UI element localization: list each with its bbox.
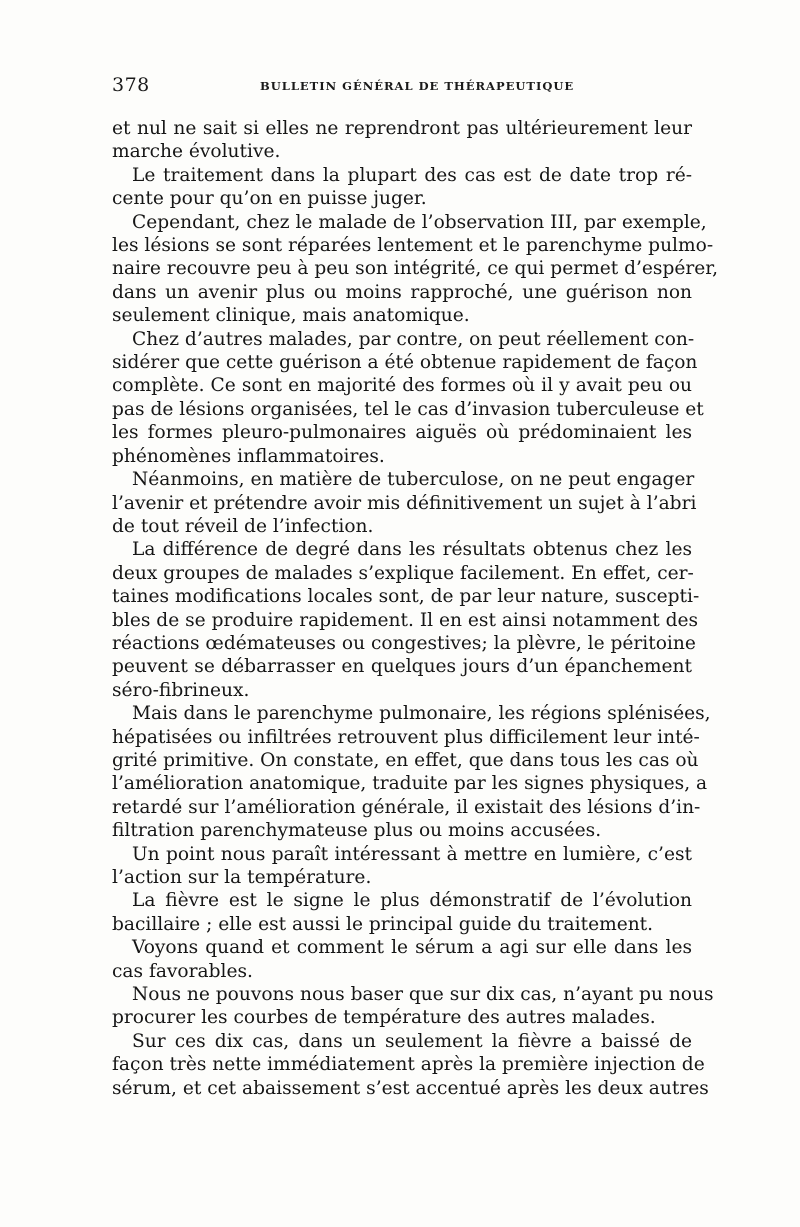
text-line: phénomènes inflammatoires. <box>112 445 385 467</box>
text-line: sérum, et cet abaissement s’est accentué après les deux autres <box>112 1077 709 1099</box>
text-line: Cependant, chez le malade de l’observation III, par exemple, <box>132 211 707 233</box>
text-line: les formes pleuro-pulmonaires aiguës où prédominaient les <box>112 422 692 444</box>
text-line: La fièvre est le signe le plus démonstratif de l’évolution <box>132 890 692 912</box>
text-line: Mais dans le parenchyme pulmonaire, les régions splénisées, <box>132 703 711 725</box>
text-line: complète. Ce sont en majorité des formes où il y avait peu ou <box>112 375 692 397</box>
text-line: grité primitive. On constate, en effet, que dans tous les cas où <box>112 749 699 771</box>
text-line: pas de lésions organisées, tel le cas d’invasion tuberculeuse et <box>112 398 704 420</box>
text-line: cas favorables. <box>112 960 253 982</box>
paragraph <box>112 211 719 328</box>
body-text <box>112 117 719 1100</box>
text-line: bacillaire ; elle est aussi le principal guide du traitement. <box>112 913 654 935</box>
text-line: l’avenir et prétendre avoir mis définitivement un sujet à l’abri <box>112 492 697 514</box>
text-line: seulement clinique, mais anatomique. <box>112 305 470 327</box>
text-line: filtration parenchymateuse plus ou moins accusées. <box>112 820 602 842</box>
text-line: Chez d’autres malades, par contre, on peut réellement con- <box>132 328 695 350</box>
text-line: La différence de degré dans les résultats obtenus chez les <box>132 539 692 561</box>
text-line: Le traitement dans la plupart des cas est de date trop ré- <box>132 164 692 186</box>
text-line: naire recouvre peu à peu son intégrité, ce qui permet d’espérer, <box>112 258 719 280</box>
text-line: séro-fibrineux. <box>112 679 250 701</box>
paragraph <box>112 702 711 842</box>
paragraph <box>112 328 704 468</box>
paragraph <box>112 1030 709 1100</box>
text-line: peuvent se débarrasser en quelques jours d’un épanchement <box>112 656 692 678</box>
text-line: de tout réveil de l’infection. <box>112 515 374 537</box>
paragraph <box>112 936 692 983</box>
running-header <box>112 74 692 104</box>
text-line: Un point nous paraît intéressant à mettre en lumière, c’est <box>132 843 692 865</box>
text-line: marche évolutive. <box>112 141 281 163</box>
paragraph <box>112 983 714 1030</box>
paragraph <box>112 164 692 211</box>
paragraph <box>112 538 700 702</box>
text-line: cente pour qu’on en puisse juger. <box>112 188 427 210</box>
text-line: les lésions se sont réparées lentement et le parenchyme pulmo- <box>112 235 714 257</box>
journal-title: BULLETIN GÉNÉRAL DE THÉRAPEUTIQUE <box>260 79 575 93</box>
page-number: 378 <box>112 74 150 96</box>
text-line: façon très nette immédiatement après la première injection de <box>112 1054 705 1076</box>
text-line: deux groupes de malades s’explique facilement. En effet, cer- <box>112 562 694 584</box>
text-line: taines modifications locales sont, de par leur nature, suscepti- <box>112 586 700 608</box>
text-line: Sur ces dix cas, dans un seulement la fièvre a baissé de <box>132 1030 692 1052</box>
text-line: l’action sur la température. <box>112 867 372 888</box>
text-line: bles de se produire rapidement. Il en est ainsi notamment des <box>112 609 699 631</box>
text-line: hépatisées ou infiltrées retrouvent plus difficilement leur inté- <box>112 726 700 748</box>
paragraph <box>112 889 692 936</box>
text-line: et nul ne sait si elles ne reprendront pas ultérieurement leur <box>112 118 692 139</box>
text-line: procurer les courbes de température des autres malades. <box>112 1007 656 1029</box>
paragraph <box>112 468 697 538</box>
text-line: dans un avenir plus ou moins rapproché, une guérison non <box>112 281 692 303</box>
text-line: réactions œdémateuses ou congestives; la plèvre, le péritoine <box>112 632 696 654</box>
text-line: retardé sur l’amélioration générale, il existait des lésions d’in- <box>112 796 701 818</box>
text-line: Voyons quand et comment le sérum a agi sur elle dans les <box>132 937 692 959</box>
text-line: Néanmoins, en matière de tuberculose, on ne peut engager <box>132 469 695 491</box>
text-line: sidérer que cette guérison a été obtenue rapidement de façon <box>112 352 698 374</box>
paragraph <box>112 843 692 890</box>
paragraph <box>112 117 692 164</box>
text-line: Nous ne pouvons nous baser que sur dix cas, n’ayant pu nous <box>132 984 714 1006</box>
text-line: l’amélioration anatomique, traduite par les signes physiques, a <box>112 773 708 795</box>
